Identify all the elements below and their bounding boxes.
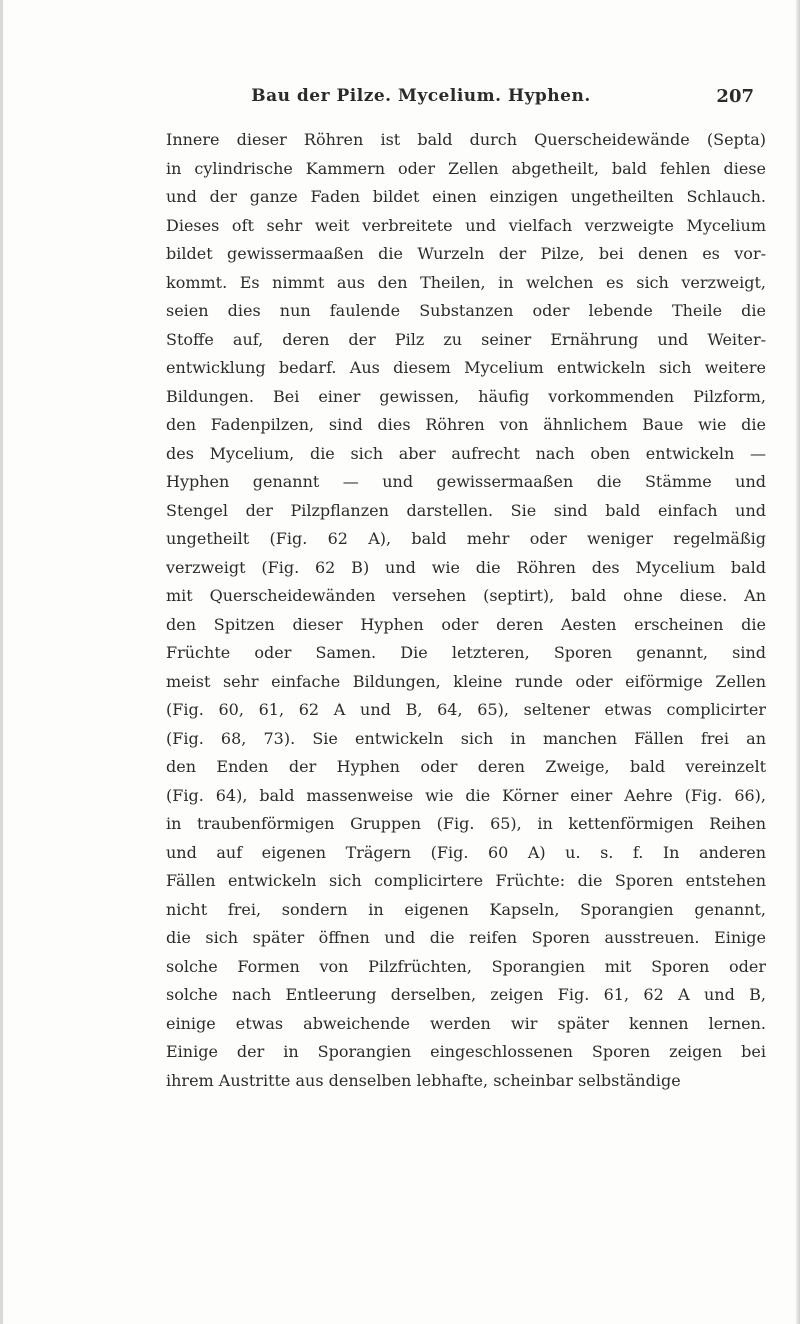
text-line: meist sehr einfache Bildungen, kleine runde oder eiförmige Zellen (166, 671, 766, 691)
page-number: 207 (716, 86, 754, 107)
text-line: einige etwas abweichende werden wir später kennen lernen. (166, 1013, 766, 1033)
text-line: in cylindrische Kammern oder Zellen abgetheilt, bald fehlen diese (166, 158, 766, 178)
text-line: den Enden der Hyphen oder deren Zweige, bald vereinzelt (166, 757, 766, 776)
text-line: nicht frei, sondern in eigenen Kapseln, Sporangien genannt, (166, 899, 766, 919)
text-line: ihrem Austritte aus denselben lebhafte, scheinbar selbständige (166, 1070, 681, 1090)
text-line: bildet gewissermaaßen die Wurzeln der Pilze, bei denen es vor- (166, 244, 766, 263)
text-line: des Mycelium, die sich aber aufrecht nach oben entwickeln — (166, 443, 766, 463)
text-line: seien dies nun faulende Substanzen oder lebende Theile die (166, 301, 766, 320)
text-line: Fällen entwickeln sich complicirtere Früchte: die Sporen entstehen (166, 871, 766, 890)
running-head: Bau der Pilze. Mycelium. Hyphen. (251, 86, 591, 106)
text-line: Innere dieser Röhren ist bald durch Querscheidewände (Septa) (166, 130, 766, 149)
text-line: solche Formen von Pilzfrüchten, Sporangien mit Sporen oder (166, 956, 766, 976)
text-line: Hyphen genannt — und gewissermaaßen die Stämme und (166, 472, 766, 491)
text-line: Stoffe auf, deren der Pilz zu seiner Ernährung und Weiter- (166, 329, 766, 349)
text-line: den Spitzen dieser Hyphen oder deren Aesten erscheinen die (166, 614, 766, 634)
text-line: Einige der in Sporangien eingeschlossenen Sporen zeigen bei (166, 1042, 766, 1061)
text-line: kommt. Es nimmt aus den Theilen, in welchen es sich verzweigt, (166, 272, 766, 292)
text-line: Bildungen. Bei einer gewissen, häufig vorkommenden Pilzform, (166, 386, 766, 406)
text-line: und auf eigenen Trägern (Fig. 60 A) u. s. f. In anderen (166, 842, 766, 862)
text-line: Früchte oder Samen. Die letzteren, Sporen genannt, sind (166, 643, 766, 662)
text-line: in traubenförmigen Gruppen (Fig. 65), in kettenförmigen Reihen (166, 814, 766, 833)
text-line: die sich später öffnen und die reifen Sporen ausstreuen. Einige (166, 928, 766, 947)
text-line: mit Querscheidewänden versehen (septirt), bald ohne diese. An (166, 586, 766, 605)
page-right-edge (796, 0, 800, 1324)
text-line: den Fadenpilzen, sind dies Röhren von ähnlichem Baue wie die (166, 415, 766, 434)
text-line: (Fig. 60, 61, 62 A und B, 64, 65), seltener etwas complicirter (166, 700, 766, 719)
text-line: solche nach Entleerung derselben, zeigen Fig. 61, 62 A und B, (166, 985, 766, 1004)
text-line: (Fig. 68, 73). Sie entwickeln sich in manchen Fällen frei an (166, 728, 766, 748)
text-line: Stengel der Pilzpflanzen darstellen. Sie sind bald einfach und (166, 500, 766, 520)
body-text (166, 126, 766, 1301)
text-line: verzweigt (Fig. 62 B) und wie die Röhren des Mycelium bald (166, 557, 766, 577)
text-line: ungetheilt (Fig. 62 A), bald mehr oder weniger regelmäßig (166, 529, 766, 548)
text-line: und der ganze Faden bildet einen einzigen ungetheilten Schlauch. (166, 187, 766, 206)
text-line: entwicklung bedarf. Aus diesem Mycelium entwickeln sich weitere (166, 358, 766, 377)
page-left-edge (0, 0, 3, 1324)
text-line: (Fig. 64), bald massenweise wie die Körner einer Aehre (Fig. 66), (166, 785, 766, 805)
text-line: Dieses oft sehr weit verbreitete und vielfach verzweigte Mycelium (166, 215, 766, 235)
page-header (166, 82, 766, 116)
